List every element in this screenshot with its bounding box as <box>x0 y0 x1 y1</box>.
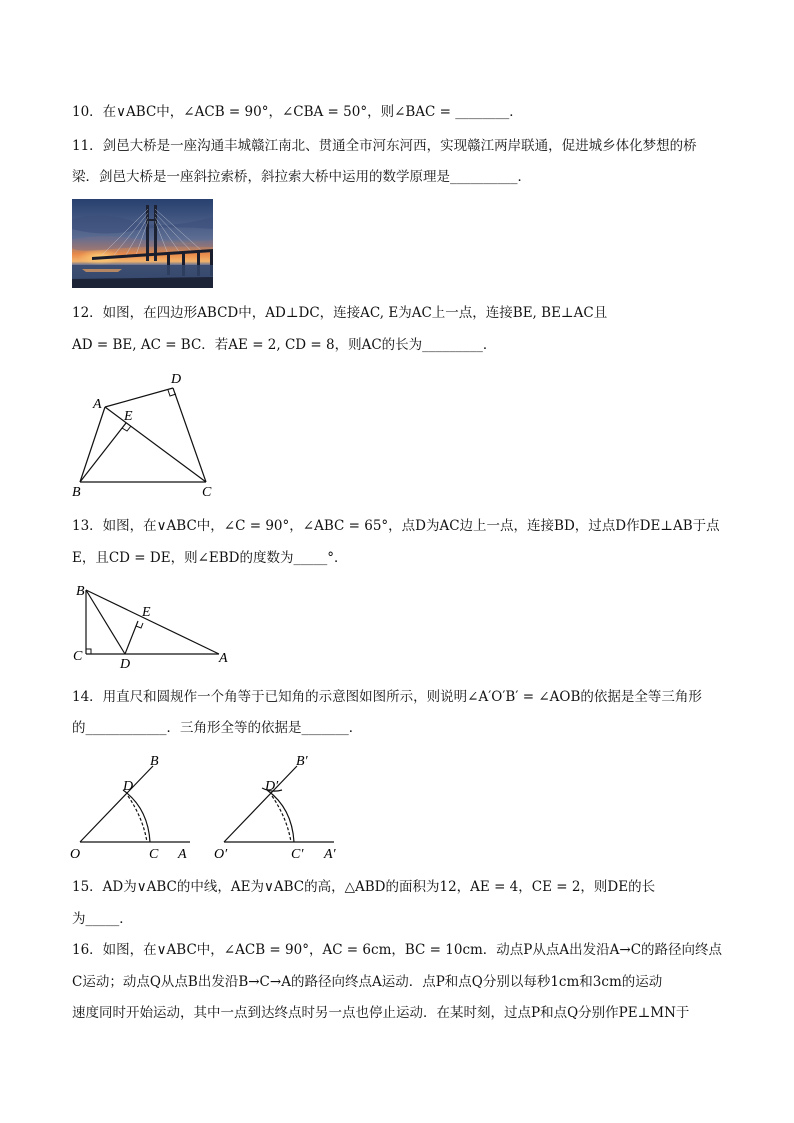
label-e: E <box>124 409 133 424</box>
q11-line-1: 11．剑邑大桥是一座沟通丰城赣江南北、贯通全市河东河西，实现赣江两岸联通，促进城乡体化梦想的桥 <box>72 138 697 154</box>
q15-line-1: 15．AD为∨ABC的中线，AE为∨ABC的高，△ABD的面积为12，AE = 4，CE = 2，则DE的长 <box>72 879 656 895</box>
segment-ac <box>105 407 206 482</box>
q13-figure <box>65 578 240 670</box>
label-o: O <box>70 847 81 862</box>
label-a: A <box>178 847 187 862</box>
segment-be <box>80 423 126 482</box>
q14-figure-left <box>68 748 203 863</box>
q16-line-1: 16．如图，在∨ABC中，∠ACB = 90°，AC = 6cm，BC = 10cm．动点P从点A出发沿A→C的路径向终点 <box>72 942 723 958</box>
q13-line-2: E，且CD = DE，则∠EBD的度数为_____°． <box>72 550 348 566</box>
arc-dashed-prime <box>272 796 291 842</box>
bridge-photo <box>72 199 213 288</box>
label-d: D <box>120 657 131 670</box>
label-b-prime: B′ <box>296 754 308 769</box>
label-b: B <box>150 754 159 769</box>
q15-line-2: 为_____． <box>72 911 133 927</box>
q12-line-2: AD = BE, AC = BC．若AE = 2, CD = 8，则AC的长为_________． <box>72 337 497 353</box>
q12-line-1: 12．如图，在四边形ABCD中，AD⊥DC，连接AC, E为AC上一点，连接BE, BE⊥AC且 <box>72 305 608 321</box>
label-a-prime: A′ <box>324 847 336 862</box>
label-b: B <box>72 485 81 500</box>
label-d-prime: D′ <box>265 779 279 794</box>
label-e: E <box>142 605 151 620</box>
q16-line-2: C运动；动点Q从点B出发沿B→C→A的路径向终点A运动．点P和点Q分别以每秒1cm和3cm的运动 <box>72 974 663 990</box>
right-angle-c <box>86 649 91 654</box>
q14-figure-right <box>212 748 352 863</box>
label-d: D <box>123 779 134 794</box>
q11-line-2: 梁．剑邑大桥是一座斜拉索桥，斜拉索大桥中运用的数学原理是__________． <box>72 169 531 185</box>
label-b: B <box>76 584 85 599</box>
arc-dashed <box>128 796 147 842</box>
q14-line-2: 的____________．三角形全等的依据是_______． <box>72 720 363 736</box>
segment-ad <box>105 388 173 407</box>
q14-line-1: 14．用直尺和圆规作一个角等于已知角的示意图如图所示，则说明∠A′O′B′ = ∠AOB的依据是全等三角形 <box>72 689 702 705</box>
ray-o-b-prime <box>224 766 297 842</box>
label-d: D <box>171 372 182 387</box>
q12-figure <box>60 365 230 500</box>
label-c: C <box>149 847 159 862</box>
segment-dc <box>173 388 206 482</box>
label-o-prime: O′ <box>214 847 228 862</box>
label-c: C <box>73 649 83 664</box>
label-a: A <box>93 397 102 412</box>
ray-ob <box>80 766 153 842</box>
label-c: C <box>202 485 212 500</box>
q16-line-3: 速度同时开始运动，其中一点到达终点时另一点也停止运动．在某时刻，过点P和点Q分别作PE⊥MN于 <box>72 1005 690 1021</box>
q13-line-1: 13．如图，在∨ABC中，∠C = 90°，∠ABC = 65°，点D为AC边上一点，连接BD，过点D作DE⊥AB于点 <box>72 518 720 534</box>
label-a: A <box>219 651 228 666</box>
segment-ab <box>80 407 105 482</box>
q10-line-1: 10．在∨ABC中，∠ACB = 90°，∠CBA = 50°，则∠BAC = ________． <box>72 104 523 120</box>
label-c-prime: C′ <box>291 847 304 862</box>
